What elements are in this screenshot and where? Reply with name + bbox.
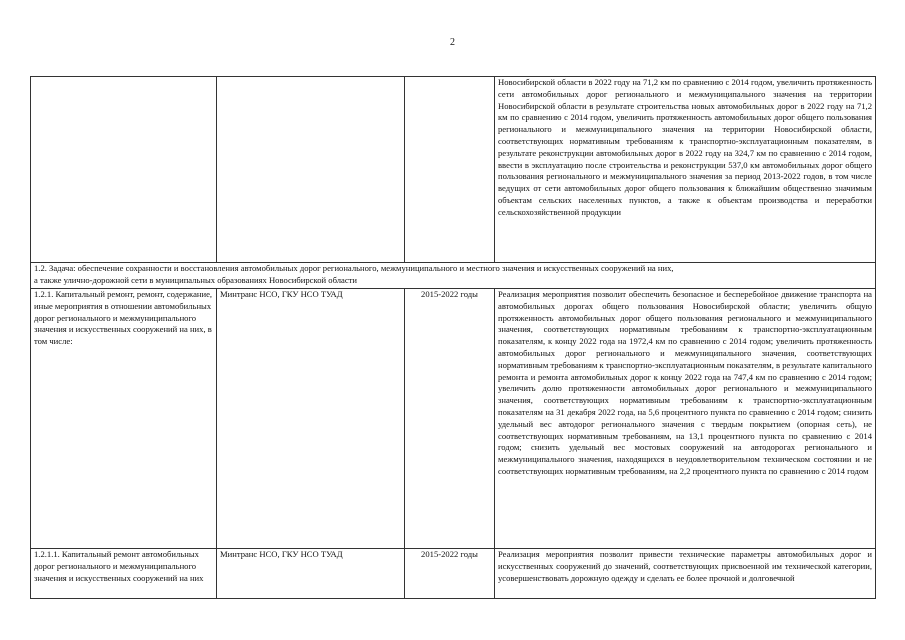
page-number: 2 bbox=[450, 37, 455, 48]
cell-period: 2015-2022 годы bbox=[405, 289, 495, 549]
cell-executor: Минтранс НСО, ГКУ НСО ТУАД bbox=[217, 549, 405, 599]
program-table bbox=[30, 76, 876, 599]
cell-period-empty bbox=[405, 77, 495, 263]
cell-description-continued: Новосибирской области в 2022 году на 71,2 км по сравнению с 2014 годом, увеличить протяженность сети автомобильных дорог регионального и межмуниципального значения на территории Новосибирской области в результате строительства новых автомобильных дорог в 2022 году на 71,2 км по сравнению с 2014 годом, увеличить протяженность автомобильных дорог общего пользования регионального и межмуниципального значения на территории Новосибирской области, соответствующих нормативным требованиям к транспортно-эксплуатационным показателям, в результате реконструкции автомобильных дорог в 2022 году на 324,7 км по сравнению с 2014 годом, ввести в эксплуатацию после строительства и реконструкции 537,0 км автомобильных дорог общего пользования регионального и межмуниципального значения за период 2013-2022 годов, в том числе ведущих от сети автомобильных дорог общего пользования к ближайшим общественно значимым объектам сельских населенных пунктов, а также к объектам производства и переработки сельскохозяйственной продукции bbox=[495, 77, 876, 263]
cell-description: Реализация мероприятия позволит обеспечить безопасное и бесперебойное движение транспорта на автомобильных дорогах общего пользования Новосибирской области; увеличить общую протяженность автомобильных дорог общего пользования регионального и межмуниципального значения, соответствующих нормативным требованиям к транспортно-эксплуатационным показателям, к концу 2022 года на 1972,4 км по сравнению с 2014 годом; увеличить протяженность автомобильных дорог регионального и межмуниципального значения, соответствующих нормативным требованиям к транспортно-эксплуатационным показателям, в результате капитального ремонта и ремонта автомобильных дорог к концу 2022 года на 747,4 км по сравнению с 2014 годом; увеличить долю протяженности автомобильных дорог регионального и межмуниципального значения, соответствующих нормативным требованиям к транспортно-эксплуатационным показателям на 31 декабря 2022 года, на 5,6 процентного пункта по сравнению с 2014 годом; снизить удельный вес автодорог регионального значения с твердым покрытием (опорная сеть), не соответствующих нормативным требованиям, на 13,1 процентного пункта по сравнению с 2014 годом; снизить удельный вес мостовых сооружений на автодорогах регионального и межмуниципального значения, находящихся в неудовлетворительном техническом состоянии и не соответствующих нормативным требованиям, на 2,2 процентного пункта по сравнению с 2014 годом bbox=[495, 289, 876, 549]
task-heading-line-1: 1.2. Задача: обеспечение сохранности и восстановления автомобильных дорог регионального, межмуниципального и местного значения и искусственных сооружений на них, bbox=[34, 263, 674, 273]
cell-measure-name: 1.2.1.1. Капитальный ремонт автомобильных дорог регионального и межмуниципального значения и искусственных сооружений на них bbox=[31, 549, 217, 599]
cell-period: 2015-2022 годы bbox=[405, 549, 495, 599]
cell-measure-name: 1.2.1. Капитальный ремонт, ремонт, содержание, иные мероприятия в отношении автомобильных дорог регионального и межмуниципального значения и искусственных сооружений на них, в том числе: bbox=[31, 289, 217, 549]
cell-description: Реализация мероприятия позволит привести технические параметры автомобильных дорог и искусственных сооружений до значений, соответствующих присвоенной им технической категории, усовершенствовать дорожную одежду и сделать ее более прочной и долговечной bbox=[495, 549, 876, 599]
task-heading bbox=[31, 263, 876, 289]
table-row-task bbox=[31, 263, 876, 289]
table-row-1-2-1 bbox=[31, 289, 876, 549]
table-row-continued bbox=[31, 77, 876, 263]
cell-executor: Минтранс НСО, ГКУ НСО ТУАД bbox=[217, 289, 405, 549]
table-row-1-2-1-1 bbox=[31, 549, 876, 599]
task-heading-line-2: а также улично-дорожной сети в муниципальных образованиях Новосибирской области bbox=[34, 274, 357, 285]
cell-name-empty bbox=[31, 77, 217, 263]
cell-executor-empty bbox=[217, 77, 405, 263]
